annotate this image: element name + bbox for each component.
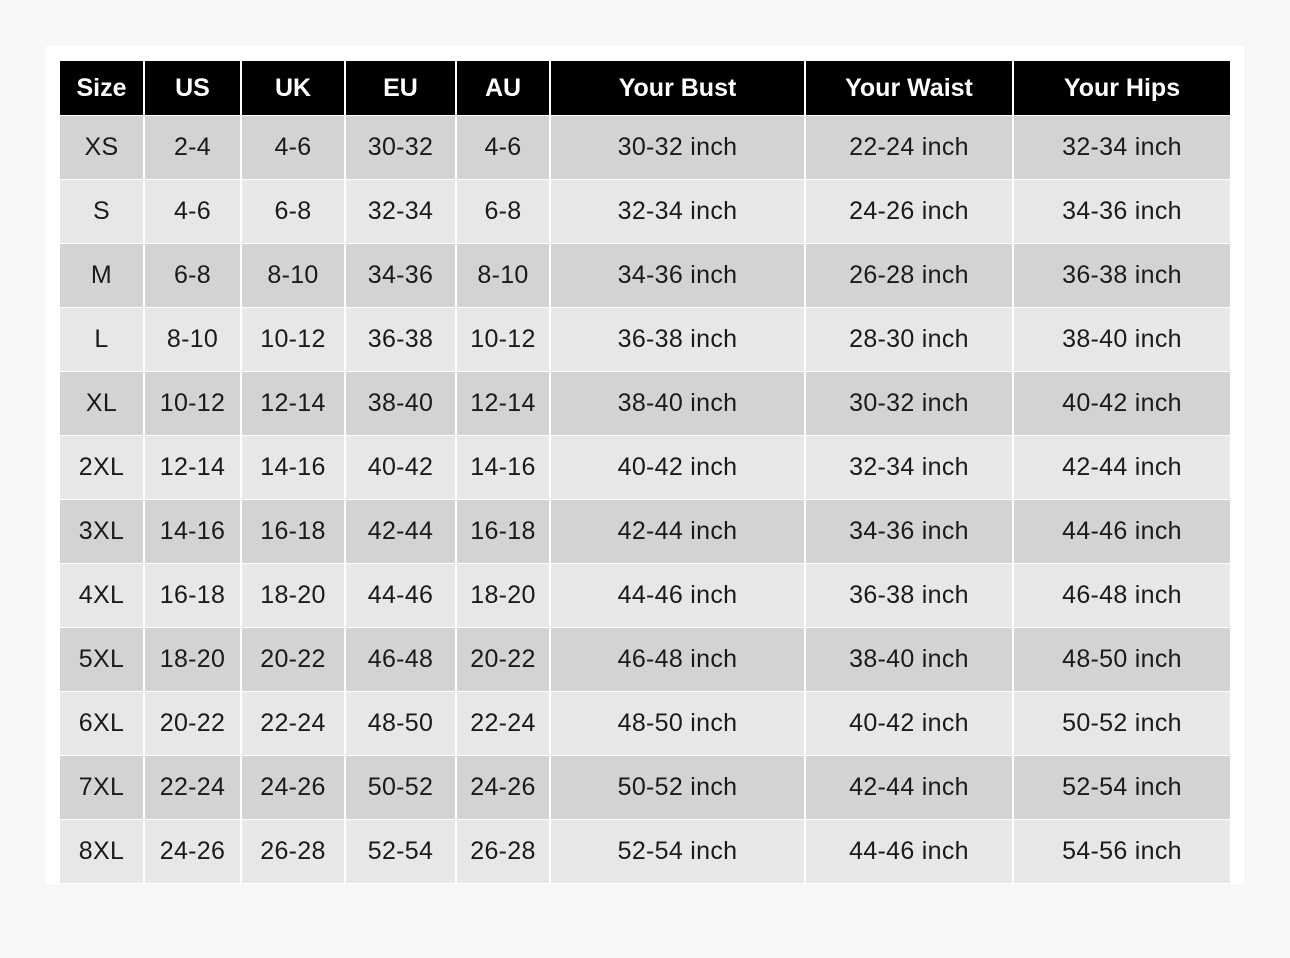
- waist-cell: 24-26 inch: [805, 180, 1013, 244]
- size-cell: S: [60, 180, 144, 244]
- waist-cell: 44-46 inch: [805, 820, 1013, 884]
- table-row: [60, 564, 1230, 628]
- au-cell: 12-14: [456, 372, 550, 436]
- header-hips: Your Hips: [1013, 61, 1230, 116]
- header-bust: Your Bust: [550, 61, 805, 116]
- waist-cell: 28-30 inch: [805, 308, 1013, 372]
- waist-cell: 26-28 inch: [805, 244, 1013, 308]
- au-cell: 6-8: [456, 180, 550, 244]
- uk-cell: 10-12: [241, 308, 345, 372]
- bust-cell: 32-34 inch: [550, 180, 805, 244]
- hips-cell: 42-44 inch: [1013, 436, 1230, 500]
- eu-cell: 38-40: [345, 372, 456, 436]
- size-cell: 7XL: [60, 756, 144, 820]
- waist-cell: 42-44 inch: [805, 756, 1013, 820]
- table-row: [60, 308, 1230, 372]
- size-cell: M: [60, 244, 144, 308]
- size-chart-table: [60, 61, 1230, 883]
- size-chart-body: [60, 116, 1230, 884]
- us-cell: 10-12: [144, 372, 241, 436]
- waist-cell: 36-38 inch: [805, 564, 1013, 628]
- uk-cell: 6-8: [241, 180, 345, 244]
- table-row: [60, 628, 1230, 692]
- us-cell: 22-24: [144, 756, 241, 820]
- us-cell: 14-16: [144, 500, 241, 564]
- size-cell: 3XL: [60, 500, 144, 564]
- size-cell: L: [60, 308, 144, 372]
- hips-cell: 40-42 inch: [1013, 372, 1230, 436]
- uk-cell: 18-20: [241, 564, 345, 628]
- us-cell: 8-10: [144, 308, 241, 372]
- table-row: [60, 436, 1230, 500]
- us-cell: 20-22: [144, 692, 241, 756]
- eu-cell: 36-38: [345, 308, 456, 372]
- eu-cell: 46-48: [345, 628, 456, 692]
- us-cell: 16-18: [144, 564, 241, 628]
- bust-cell: 52-54 inch: [550, 820, 805, 884]
- table-row: [60, 692, 1230, 756]
- hips-cell: 32-34 inch: [1013, 116, 1230, 180]
- header-eu: EU: [345, 61, 456, 116]
- table-row: [60, 244, 1230, 308]
- bust-cell: 38-40 inch: [550, 372, 805, 436]
- au-cell: 24-26: [456, 756, 550, 820]
- eu-cell: 32-34: [345, 180, 456, 244]
- header-row: [60, 61, 1230, 116]
- uk-cell: 12-14: [241, 372, 345, 436]
- eu-cell: 34-36: [345, 244, 456, 308]
- au-cell: 14-16: [456, 436, 550, 500]
- uk-cell: 16-18: [241, 500, 345, 564]
- us-cell: 2-4: [144, 116, 241, 180]
- us-cell: 12-14: [144, 436, 241, 500]
- uk-cell: 24-26: [241, 756, 345, 820]
- size-cell: 2XL: [60, 436, 144, 500]
- au-cell: 8-10: [456, 244, 550, 308]
- bust-cell: 50-52 inch: [550, 756, 805, 820]
- uk-cell: 20-22: [241, 628, 345, 692]
- table-row: [60, 372, 1230, 436]
- au-cell: 4-6: [456, 116, 550, 180]
- eu-cell: 42-44: [345, 500, 456, 564]
- eu-cell: 48-50: [345, 692, 456, 756]
- eu-cell: 30-32: [345, 116, 456, 180]
- bust-cell: 48-50 inch: [550, 692, 805, 756]
- au-cell: 16-18: [456, 500, 550, 564]
- size-cell: 5XL: [60, 628, 144, 692]
- waist-cell: 40-42 inch: [805, 692, 1013, 756]
- hips-cell: 44-46 inch: [1013, 500, 1230, 564]
- table-row: [60, 756, 1230, 820]
- bust-cell: 36-38 inch: [550, 308, 805, 372]
- header-waist: Your Waist: [805, 61, 1013, 116]
- header-uk: UK: [241, 61, 345, 116]
- table-row: [60, 500, 1230, 564]
- au-cell: 20-22: [456, 628, 550, 692]
- hips-cell: 48-50 inch: [1013, 628, 1230, 692]
- us-cell: 6-8: [144, 244, 241, 308]
- bust-cell: 44-46 inch: [550, 564, 805, 628]
- hips-cell: 50-52 inch: [1013, 692, 1230, 756]
- size-cell: 4XL: [60, 564, 144, 628]
- hips-cell: 54-56 inch: [1013, 820, 1230, 884]
- eu-cell: 50-52: [345, 756, 456, 820]
- size-cell: XL: [60, 372, 144, 436]
- size-cell: 8XL: [60, 820, 144, 884]
- us-cell: 4-6: [144, 180, 241, 244]
- size-cell: 6XL: [60, 692, 144, 756]
- us-cell: 18-20: [144, 628, 241, 692]
- table-row: [60, 820, 1230, 884]
- uk-cell: 26-28: [241, 820, 345, 884]
- header-us: US: [144, 61, 241, 116]
- bust-cell: 42-44 inch: [550, 500, 805, 564]
- hips-cell: 34-36 inch: [1013, 180, 1230, 244]
- bust-cell: 30-32 inch: [550, 116, 805, 180]
- uk-cell: 4-6: [241, 116, 345, 180]
- hips-cell: 52-54 inch: [1013, 756, 1230, 820]
- eu-cell: 40-42: [345, 436, 456, 500]
- eu-cell: 52-54: [345, 820, 456, 884]
- au-cell: 22-24: [456, 692, 550, 756]
- bust-cell: 34-36 inch: [550, 244, 805, 308]
- waist-cell: 38-40 inch: [805, 628, 1013, 692]
- hips-cell: 38-40 inch: [1013, 308, 1230, 372]
- hips-cell: 46-48 inch: [1013, 564, 1230, 628]
- uk-cell: 14-16: [241, 436, 345, 500]
- us-cell: 24-26: [144, 820, 241, 884]
- header-au: AU: [456, 61, 550, 116]
- eu-cell: 44-46: [345, 564, 456, 628]
- uk-cell: 22-24: [241, 692, 345, 756]
- waist-cell: 22-24 inch: [805, 116, 1013, 180]
- header-size: Size: [60, 61, 144, 116]
- table-row: [60, 116, 1230, 180]
- waist-cell: 30-32 inch: [805, 372, 1013, 436]
- au-cell: 26-28: [456, 820, 550, 884]
- au-cell: 18-20: [456, 564, 550, 628]
- size-cell: XS: [60, 116, 144, 180]
- bust-cell: 46-48 inch: [550, 628, 805, 692]
- bust-cell: 40-42 inch: [550, 436, 805, 500]
- uk-cell: 8-10: [241, 244, 345, 308]
- waist-cell: 32-34 inch: [805, 436, 1013, 500]
- hips-cell: 36-38 inch: [1013, 244, 1230, 308]
- au-cell: 10-12: [456, 308, 550, 372]
- table-row: [60, 180, 1230, 244]
- waist-cell: 34-36 inch: [805, 500, 1013, 564]
